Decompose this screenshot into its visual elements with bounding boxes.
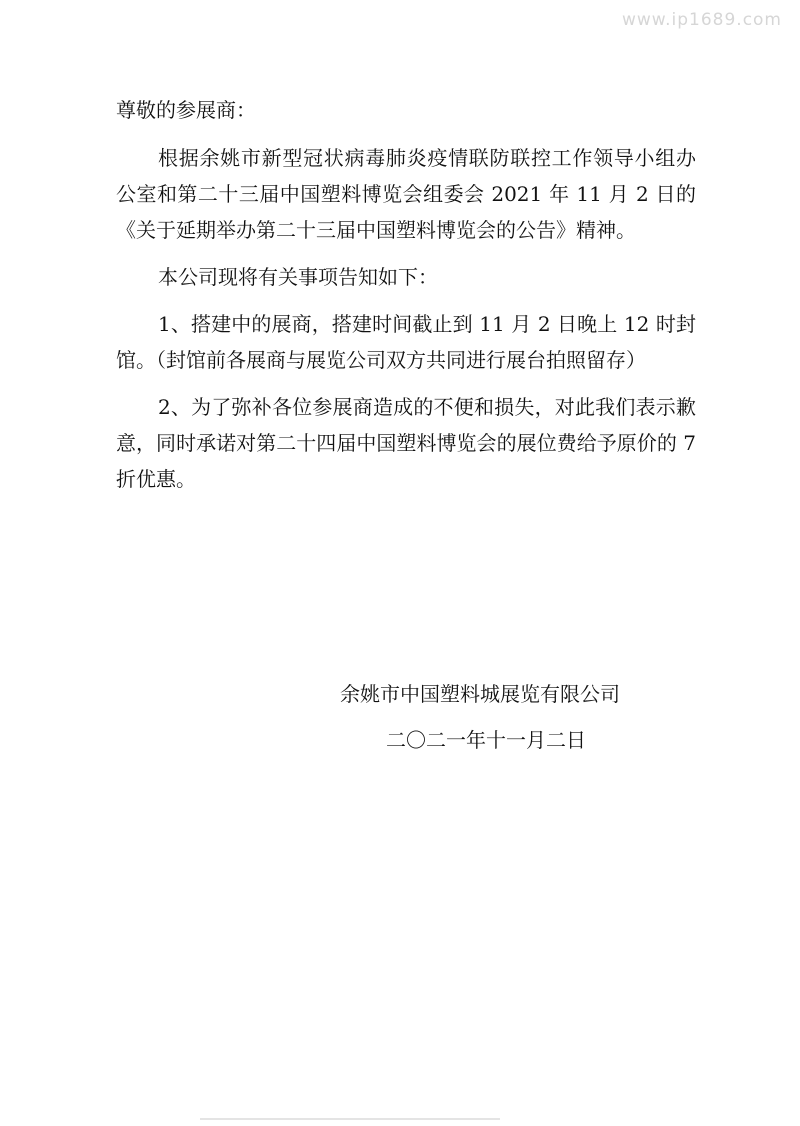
letter-body — [116, 92, 696, 508]
signature-company: 余姚市中国塑料城展览有限公司 — [340, 682, 620, 706]
paragraph-item-1: 1、搭建中的展商，搭建时间截止到 11 月 2 日晚上 12 时封馆。（封馆前各展商与展览公司双方共同进行展台拍照留存） — [116, 312, 696, 372]
paragraph-background: 根据余姚市新型冠状病毒肺炎疫情联防联控工作领导小组办公室和第二十三届中国塑料博览会组委会 2021 年 11 月 2 日的《关于延期举办第二十三届中国塑料博览会的公告》精神。 — [116, 146, 696, 242]
signature-date: 二〇二一年十一月二日 — [386, 728, 586, 752]
paragraph-intro: 本公司现将有关事项告知如下： — [158, 265, 438, 289]
scan-edge-line — [200, 1118, 500, 1120]
paragraph-item-2: 2、为了弥补各位参展商造成的不便和损失，对此我们表示歉意，同时承诺对第二十四届中国塑料博览会的展位费给予原价的 7 折优惠。 — [116, 395, 696, 491]
letter-greeting: 尊敬的参展商： — [116, 98, 256, 122]
site-watermark: www.ip1689.com — [621, 10, 782, 30]
